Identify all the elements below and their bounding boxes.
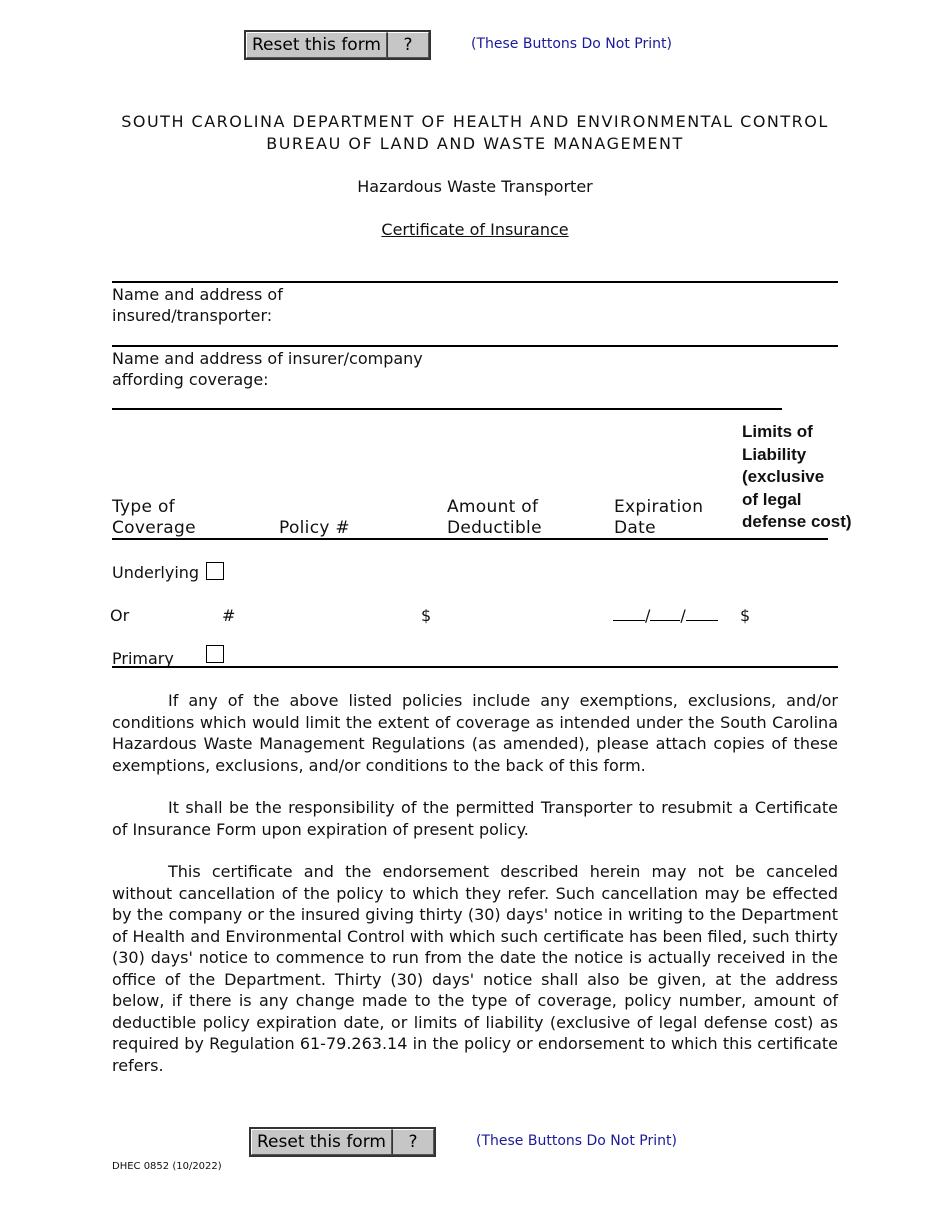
col-expiration-date (614, 497, 703, 539)
policy-number-symbol: # (222, 606, 236, 625)
row-primary-label: Primary (112, 649, 174, 668)
col-type-line2: Coverage (112, 518, 196, 538)
row-or-label: Or (110, 606, 130, 625)
date-separator-2: / (680, 606, 686, 625)
col-type-line1: Type of (112, 497, 175, 517)
col-expiration-line1: Expiration (614, 497, 704, 517)
row-underlying-label: Underlying (112, 563, 200, 582)
insured-name-address-field[interactable] (300, 284, 838, 344)
underlying-checkbox[interactable] (206, 562, 224, 580)
insurer-bottom-rule (112, 408, 782, 410)
date-separator-1: / (645, 606, 651, 625)
cancellation-paragraph (112, 861, 838, 1076)
reset-form-button[interactable]: Reset this form (246, 32, 387, 58)
col-type-of-coverage (112, 497, 196, 539)
insured-label-line1: Name and address of (112, 285, 283, 304)
insured-label-line2: insured/transporter: (112, 306, 273, 325)
deductible-dollar-symbol: $ (421, 606, 432, 625)
top-button-group (244, 30, 431, 60)
deductible-field[interactable] (434, 603, 604, 627)
buttons-no-print-note-bottom: (These Buttons Do Not Print) (476, 1133, 677, 1149)
cancellation-text: This certificate and the endorsement described herein may not be canceled without cancellation of the policy to which they refer. Such cancellation may be effected by the company or the insured giving thirty (30) days' notice in writing to the Department of Health and Environmental Control with which such certificate has been filed, such thirty (30) days' notice to commence to run from the date the notice is actually received in the office of the Department. Thirty (30) days' notice shall also be given, at the address below, if there is any change made to the type of coverage, policy number, amount of deductible policy expiration date, or limits of liability (exclusive of legal defense cost) as required by Regulation 61-79.263.14 in the policy or endorsement to which this certificate refers. (112, 862, 838, 1075)
col-limits-line5: defense cost) (742, 512, 852, 531)
form-subtitle: Hazardous Waste Transporter (357, 177, 593, 196)
col-deductible-line1: Amount of (447, 497, 539, 517)
bottom-button-group (249, 1127, 436, 1157)
col-deductible-line2: Deductible (447, 518, 542, 538)
expiration-month-field[interactable] (613, 606, 645, 621)
help-button-bottom[interactable]: ? (392, 1129, 434, 1155)
insured-top-rule (112, 281, 838, 283)
help-button[interactable]: ? (387, 32, 429, 58)
reset-form-button-bottom[interactable]: Reset this form (251, 1129, 392, 1155)
col-limits-line2: Liability (742, 444, 807, 464)
expiration-date-field (613, 605, 718, 626)
policy-number-field[interactable] (236, 603, 406, 627)
resubmit-paragraph (112, 797, 838, 840)
agency-name: SOUTH CAROLINA DEPARTMENT OF HEALTH AND ENVIRONMENTAL CONTROL (121, 112, 829, 131)
insurer-label (112, 348, 423, 390)
expiration-day-field[interactable] (650, 606, 680, 621)
table-bottom-rule (112, 666, 838, 668)
insurer-label-line2: affording coverage: (112, 370, 269, 389)
form-number: DHEC 0852 (10/2022) (112, 1161, 222, 1172)
limits-of-liability-field[interactable] (754, 603, 838, 627)
table-header-rule (112, 538, 828, 540)
col-amount-of-deductible (447, 497, 542, 539)
col-limits-line1: Limits of (742, 422, 813, 441)
insurer-top-rule (112, 345, 838, 347)
primary-checkbox[interactable] (206, 645, 224, 663)
bureau-name: BUREAU OF LAND AND WASTE MANAGEMENT (266, 134, 684, 153)
col-limits-line4: of legal (742, 489, 802, 509)
col-policy-number: Policy # (279, 518, 350, 538)
insurer-name-address-field[interactable] (440, 348, 838, 406)
buttons-no-print-note: (These Buttons Do Not Print) (471, 36, 672, 52)
form-title (0, 220, 950, 239)
insurer-label-line1: Name and address of insurer/company (112, 349, 423, 368)
col-limits-of-liability (742, 421, 852, 534)
col-expiration-line2: Date (614, 518, 656, 538)
resubmit-text: It shall be the responsibility of the permitted Transporter to resubmit a Certificate of Insurance Form upon expiration of present policy. (112, 798, 838, 839)
insured-label (112, 284, 283, 326)
exemptions-text: If any of the above listed policies include any exemptions, exclusions, and/or conditions which would limit the extent of coverage as intended under the South Carolina Hazardous Waste Management Regulations (as amended), please attach copies of these exemptions, exclusions, and/or conditions to the back of this form. (112, 691, 838, 775)
form-title-text: Certificate of Insurance (381, 220, 569, 239)
expiration-year-field[interactable] (686, 606, 718, 621)
col-limits-line3: (exclusive (742, 467, 825, 486)
exemptions-paragraph (112, 690, 838, 776)
limits-dollar-symbol: $ (740, 606, 751, 625)
